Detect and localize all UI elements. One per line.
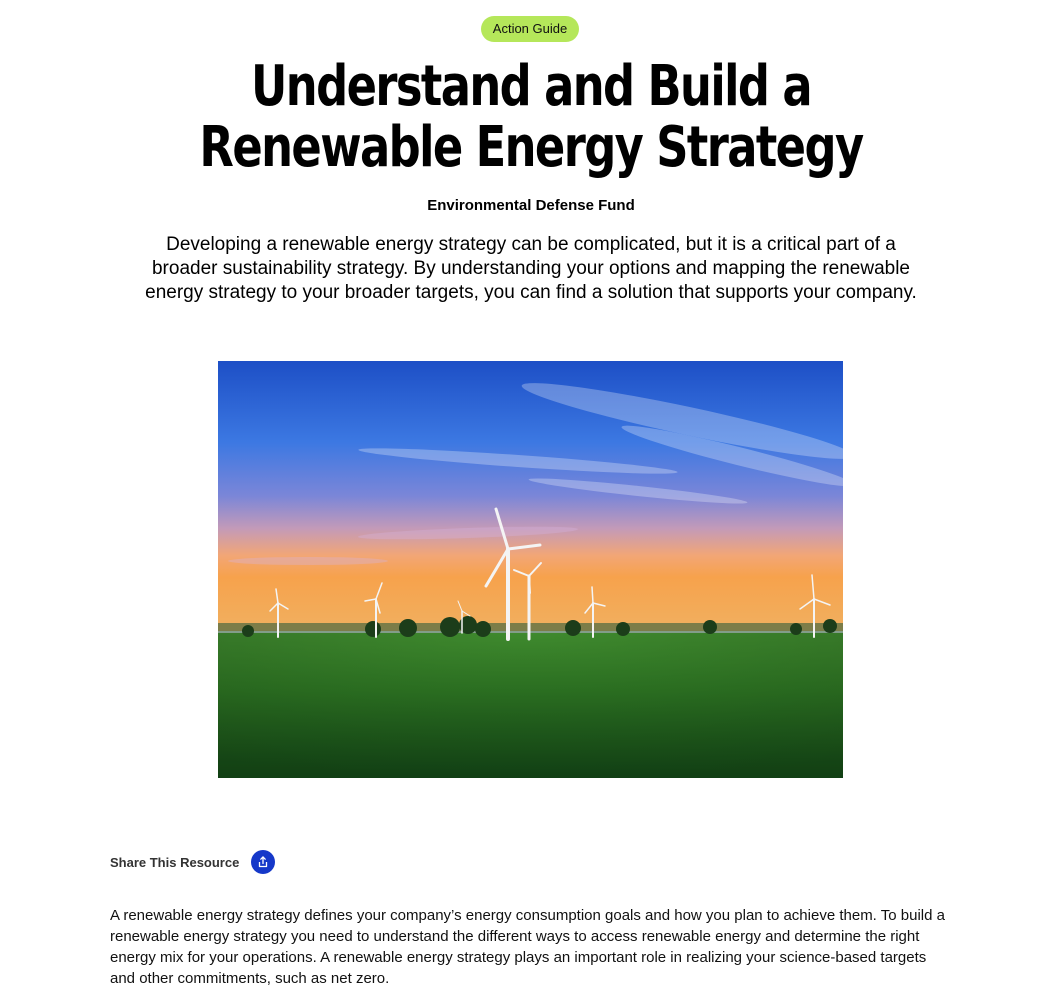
content-type-badge: Action Guide bbox=[481, 16, 579, 42]
share-label: Share This Resource bbox=[110, 854, 240, 870]
share-button[interactable] bbox=[251, 850, 275, 874]
intro-paragraph: Developing a renewable energy strategy can be complicated, but it is a critical part of a broader sustainability strategy. By understanding your options and mapping the renewable energy strategy to your broader targets, you can find a solution that supports your company. bbox=[145, 234, 917, 303]
body-paragraph: A renewable energy strategy defines your company’s energy consumption goals and how you plan to achieve them. To build a renewable energy strategy you need to understand the different ways to access renewable energy and determine the right energy mix for your operations. A renewable energy strategy plays an important role in realizing your science-based targets and other commitments, such as net zero. bbox=[110, 907, 945, 987]
hero-image bbox=[218, 361, 843, 778]
share-icon bbox=[257, 856, 269, 868]
page-title: Understand and Build a Renewable Energy Strategy bbox=[199, 54, 863, 180]
organization-name: Environmental Defense Fund bbox=[427, 197, 635, 214]
share-section bbox=[110, 849, 275, 875]
